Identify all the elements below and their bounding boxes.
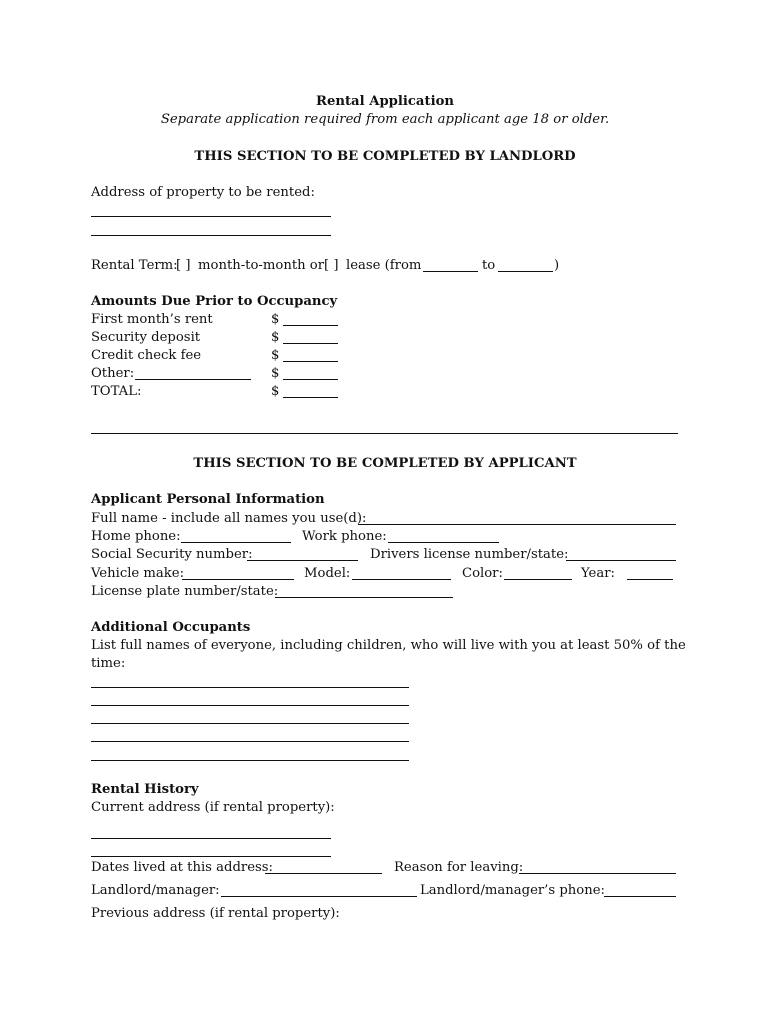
landlord-manager-label: Landlord/manager: [91,883,220,898]
amount-row-label: Credit check fee [91,348,202,363]
occupants-instructions-cont: time: [91,656,126,671]
dates-lived-label: Dates lived at this address: [91,860,273,875]
vehicle-make-field[interactable] [182,579,294,580]
dates-lived-field[interactable] [265,873,382,874]
other-description-field[interactable] [135,379,251,380]
lease-to-label: to [482,258,496,273]
year-field[interactable] [627,579,673,580]
landlord-section-header: THIS SECTION TO BE COMPLETED BY LANDLORD [194,149,576,164]
full-name-field[interactable] [358,524,676,525]
amount-row-label: First month’s rent [91,312,213,327]
other-amount-field[interactable] [283,379,338,380]
current-address-line-2[interactable] [91,856,331,857]
occupant-name-line[interactable] [91,741,409,742]
occupant-name-line[interactable] [91,687,409,688]
amount-row-label: Security deposit [91,330,201,345]
applicant-section-header: THIS SECTION TO BE COMPLETED BY APPLICANT [193,456,577,471]
current-address-label: Current address (if rental property): [91,800,335,815]
lease-from-field[interactable] [423,271,478,272]
home-phone-field[interactable] [181,542,291,543]
amounts-due-heading: Amounts Due Prior to Occupancy [91,294,338,309]
dollar-sign: $ [271,312,280,327]
dollar-sign: $ [271,330,280,345]
lease-label: lease (from [346,258,422,273]
landlord-phone-label: Landlord/manager’s phone: [420,883,605,898]
color-field[interactable] [504,579,572,580]
license-plate-label: License plate number/state: [91,584,279,599]
rental-term-label: Rental Term: [91,258,178,273]
license-plate-field[interactable] [275,597,453,598]
dollar-sign: $ [271,348,280,363]
full-name-label: Full name - include all names you use(d): [91,511,367,526]
occupant-name-line[interactable] [91,723,409,724]
model-field[interactable] [352,579,451,580]
rental-history-heading: Rental History [91,782,199,797]
additional-occupants-heading: Additional Occupants [91,620,251,635]
color-label: Color: [462,566,503,581]
drivers-license-label: Drivers license number/state: [370,547,569,562]
document-subtitle: Separate application required from each applicant age 18 or older. [160,112,610,127]
month-to-month-checkbox[interactable]: [ ] [176,258,191,273]
year-label: Year: [581,566,615,581]
personal-info-heading: Applicant Personal Information [91,492,325,507]
amount-row-label: TOTAL: [91,384,142,399]
reason-leaving-field[interactable] [519,873,676,874]
first-month-rent-field[interactable] [283,325,338,326]
occupant-name-line[interactable] [91,705,409,706]
vehicle-make-label: Vehicle make: [91,566,185,581]
total-amount-field[interactable] [283,397,338,398]
month-to-month-label: month-to-month or [198,258,325,273]
property-address-line-2[interactable] [91,235,331,236]
occupant-name-line[interactable] [91,760,409,761]
security-deposit-field[interactable] [283,343,338,344]
dollar-sign: $ [271,366,280,381]
drivers-license-field[interactable] [566,560,676,561]
model-label: Model: [304,566,351,581]
work-phone-label: Work phone: [302,529,387,544]
previous-address-label: Previous address (if rental property): [91,906,340,921]
occupants-instructions: List full names of everyone, including children, who will live with you at least 50% of the [91,638,686,653]
lease-checkbox[interactable]: [ ] [324,258,339,273]
property-address-label: Address of property to be rented: [91,185,315,200]
ssn-label: Social Security number: [91,547,253,562]
lease-to-field[interactable] [498,271,553,272]
ssn-field[interactable] [247,560,358,561]
landlord-manager-field[interactable] [221,896,417,897]
property-address-line-1[interactable] [91,216,331,217]
credit-check-fee-field[interactable] [283,361,338,362]
home-phone-label: Home phone: [91,529,181,544]
section-divider [91,433,678,434]
lease-close-paren: ) [554,258,560,273]
amount-row-label: Other: [91,366,135,381]
dollar-sign: $ [271,384,280,399]
current-address-line-1[interactable] [91,838,331,839]
work-phone-field[interactable] [388,542,499,543]
reason-leaving-label: Reason for leaving: [394,860,524,875]
landlord-phone-field[interactable] [604,896,676,897]
document-title: Rental Application [316,94,454,109]
